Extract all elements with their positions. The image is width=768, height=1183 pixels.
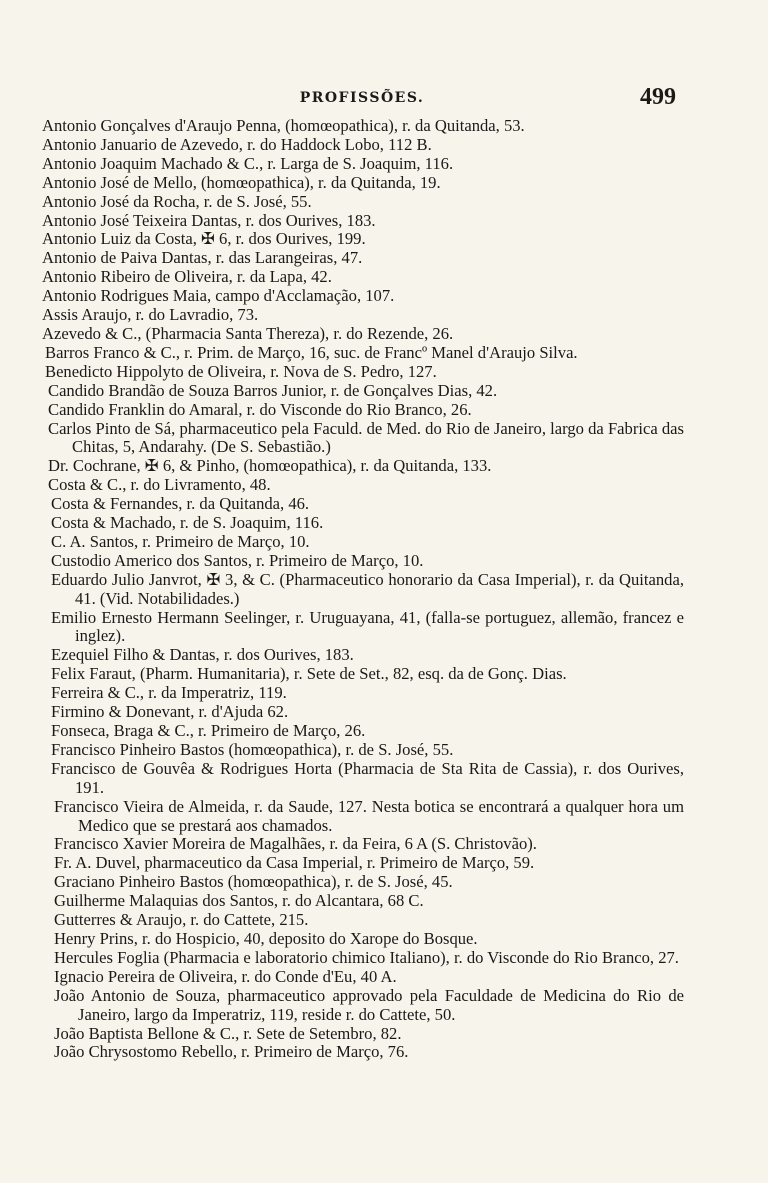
list-entry: Costa & Machado, r. de S. Joaquim, 116. — [51, 513, 324, 533]
list-entry: Firmino & Donevant, r. d'Ajuda 62. — [51, 702, 289, 722]
list-entry: Carlos Pinto de Sá, pharmaceutico pela Faculd. de Med. do Rio de Janeiro, largo da Fabrica das Chitas, 5, Andarahy. (De S. Sebastião.) — [48, 418, 684, 457]
list-entry: Antonio de Paiva Dantas, r. das Larangeiras, 47. — [42, 248, 363, 268]
list-entry: Antonio Gonçalves d'Araujo Penna, (homœopathica), r. da Quitanda, 53. — [42, 116, 525, 135]
list-entry: João Chrysostomo Rebello, r. Primeiro de Março, 76. — [54, 1042, 409, 1062]
list-entry: Custodio Americo dos Santos, r. Primeiro de Março, 10. — [51, 550, 424, 570]
page-header — [42, 84, 682, 114]
list-entry: Antonio Januario de Azevedo, r. do Haddock Lobo, 112 B. — [42, 134, 432, 154]
list-entry: Antonio Joaquim Machado & C., r. Larga de S. Joaquim, 116. — [42, 153, 454, 173]
list-entry: Ignacio Pereira de Oliveira, r. do Conde d'Eu, 40 A. — [54, 966, 397, 986]
list-entry: Graciano Pinheiro Bastos (homœopathica), r. de S. José, 45. — [54, 872, 453, 892]
list-entry: Candido Franklin do Amaral, r. do Visconde do Rio Branco, 26. — [48, 399, 472, 419]
list-entry: João Baptista Bellone & C., r. Sete de Setembro, 82. — [54, 1023, 402, 1043]
list-entry: Antonio Rodrigues Maia, campo d'Acclamação, 107. — [42, 286, 395, 306]
list-entry: Benedicto Hippolyto de Oliveira, r. Nova de S. Pedro, 127. — [45, 361, 437, 381]
running-title: PROFISSÕES. — [299, 90, 425, 106]
list-entry: Hercules Foglia (Pharmacia e laboratorio chimico Italiano), r. do Visconde do Rio Branco, 27. — [54, 947, 679, 967]
list-entry: Felix Faraut, (Pharm. Humanitaria), r. Sete de Set., 82, esq. da de Gonç. Dias. — [51, 664, 567, 684]
list-entry: Gutterres & Araujo, r. do Cattete, 215. — [54, 910, 309, 930]
list-entry: Emilio Ernesto Hermann Seelinger, r. Uruguayana, 41, (falla-se portuguez, allemão, francez e inglez). — [51, 607, 684, 646]
page-number: 499 — [640, 84, 676, 110]
list-entry: Francisco Pinheiro Bastos (homœopathica), r. de S. José, 55. — [51, 739, 454, 759]
list-entry: Francisco Xavier Moreira de Magalhães, r. da Feira, 6 A (S. Christovão). — [54, 834, 537, 854]
list-entry: Antonio Luiz da Costa, ✠ 6, r. dos Ourives, 199. — [42, 229, 366, 249]
list-entry: Assis Araujo, r. do Lavradio, 73. — [42, 305, 259, 325]
list-entry: Antonio Ribeiro de Oliveira, r. da Lapa, 42. — [42, 267, 332, 287]
list-entry: Guilherme Malaquias dos Santos, r. do Alcantara, 68 C. — [54, 891, 424, 911]
list-entry: Antonio José de Mello, (homœopathica), r. da Quitanda, 19. — [42, 172, 441, 192]
list-entry: Antonio José Teixeira Dantas, r. dos Ourives, 183. — [42, 210, 376, 230]
list-entry: Fonseca, Braga & C., r. Primeiro de Março, 26. — [51, 721, 366, 740]
list-entry: Ezequiel Filho & Dantas, r. dos Ourives, 183. — [51, 645, 354, 665]
list-entry: Antonio José da Rocha, r. de S. José, 55. — [42, 191, 312, 211]
list-entry: Fr. A. Duvel, pharmaceutico da Casa Imperial, r. Primeiro de Março, 59. — [54, 853, 535, 873]
list-entry: Eduardo Julio Janvrot, ✠ 3, & C. (Pharmaceutico honorario da Casa Imperial), r. da Quitanda, 41. (Vid. Notabilidades.) — [51, 569, 684, 608]
list-entry: Costa & C., r. do Livramento, 48. — [48, 475, 271, 495]
list-entry: João Antonio de Souza, pharmaceutico approvado pela Faculdade de Medicina do Rio de Janeiro, largo da Imperatriz, 119, reside r. do Cattete, 50. — [54, 985, 684, 1024]
list-entry: Henry Prins, r. do Hospicio, 40, deposito do Xarope do Bosque. — [54, 928, 478, 948]
list-entry: Francisco de Gouvêa & Rodrigues Horta (Pharmacia de Sta Rita de Cassia), r. dos Ourives, 191. — [51, 758, 684, 797]
list-entry: Costa & Fernandes, r. da Quitanda, 46. — [51, 494, 310, 514]
list-entry: C. A. Santos, r. Primeiro de Março, 10. — [51, 531, 310, 551]
list-entry: Ferreira & C., r. da Imperatriz, 119. — [51, 683, 287, 703]
list-entry: Candido Brandão de Souza Barros Junior, r. de Gonçalves Dias, 42. — [48, 380, 498, 400]
list-entry: Barros Franco & C., r. Prim. de Março, 16, suc. de Francº Manel d'Araujo Silva. — [45, 342, 578, 362]
list-entry: Dr. Cochrane, ✠ 6, & Pinho, (homœopathica), r. da Quitanda, 133. — [48, 456, 492, 476]
list-entry: Francisco Vieira de Almeida, r. da Saude, 127. Nesta botica se encontrará a qualquer hora um Medico que se prestará aos chamados. — [54, 796, 684, 835]
list-entry: Azevedo & C., (Pharmacia Santa Thereza), r. do Rezende, 26. — [42, 323, 454, 343]
pharmacy-list — [42, 117, 684, 1062]
